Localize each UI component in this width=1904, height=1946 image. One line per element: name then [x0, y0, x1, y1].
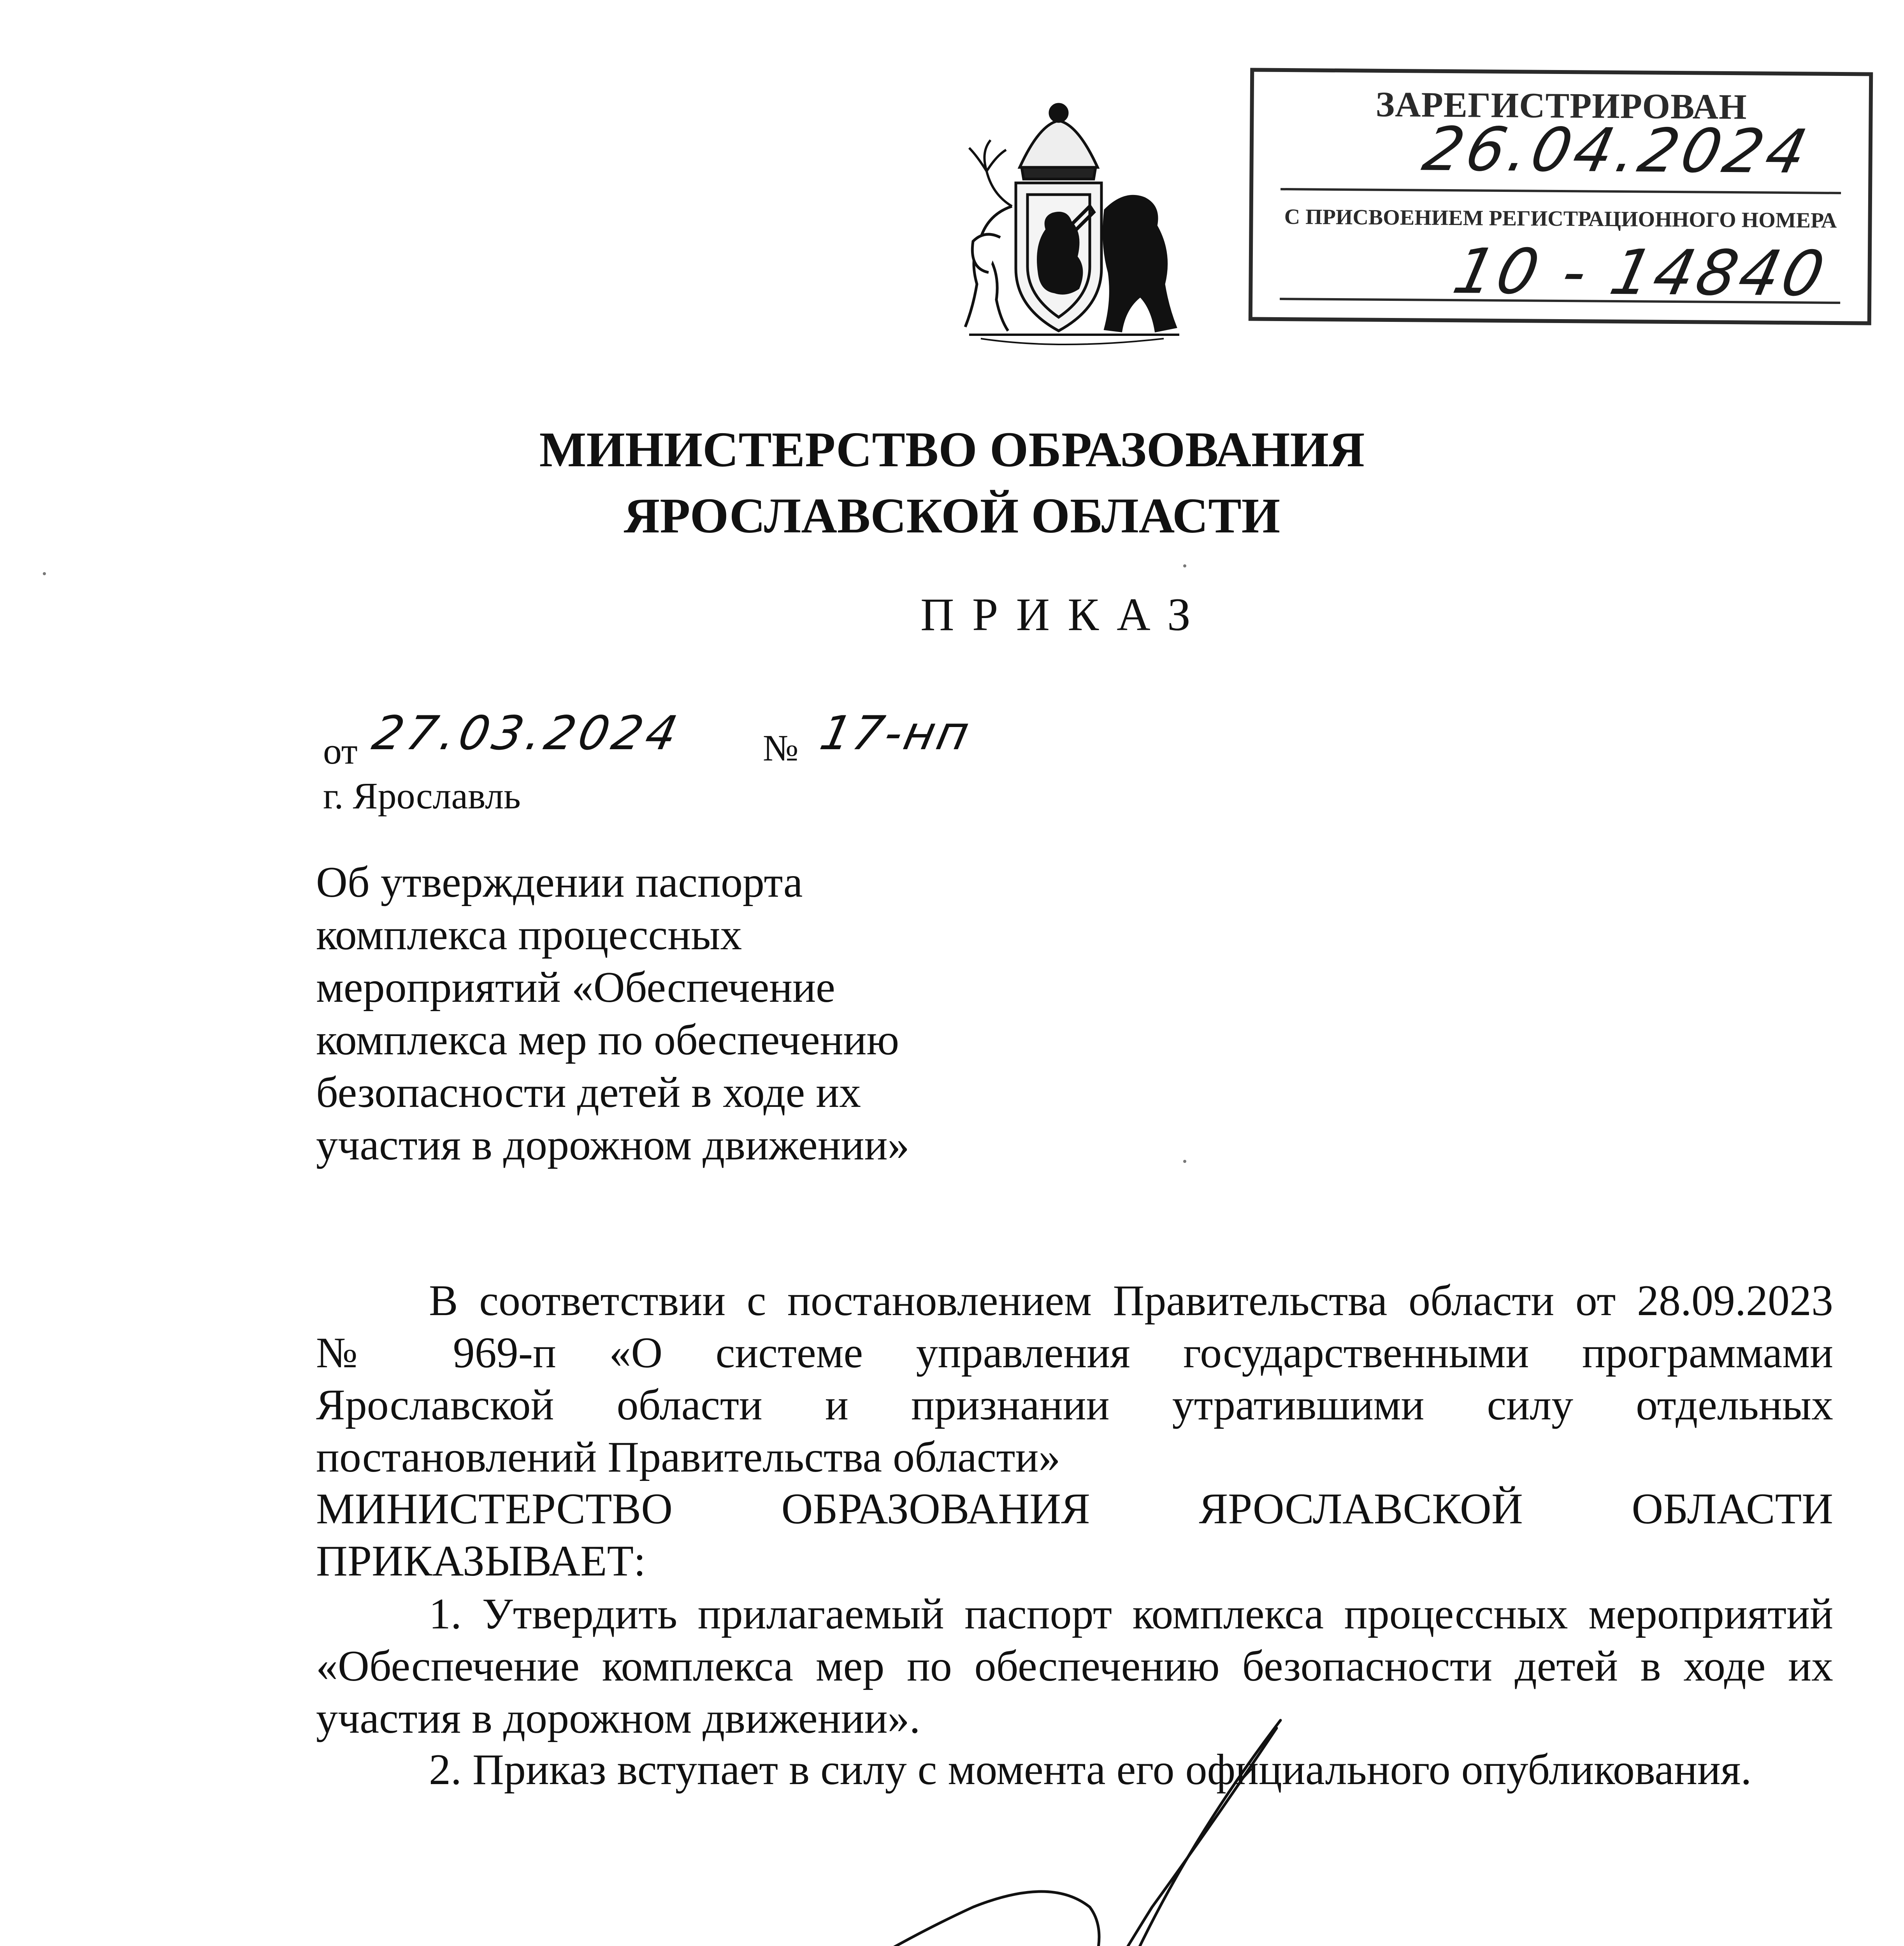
registration-stamp: [1249, 68, 1873, 325]
stamp-date-handwritten: 26.04.2024: [1417, 114, 1817, 187]
scan-speck: [1183, 564, 1186, 567]
handwritten-signature: [662, 1705, 1323, 1946]
city-label: г. Ярославль: [323, 775, 521, 817]
scan-speck: [1183, 1160, 1186, 1163]
preamble-paragraph: [316, 1275, 1833, 1483]
body-line: Ярославской области и признании утратившими силу отдельных: [316, 1381, 1833, 1429]
number-label: №: [763, 727, 799, 769]
organization-name-line1: МИНИСТЕРСТВО ОБРАЗОВАНИЯ: [539, 422, 1365, 477]
stamp-subtitle: С ПРИСВОЕНИЕМ РЕГИСТРАЦИОННОГО НОМЕРА: [1284, 205, 1837, 233]
organization-name-line2: ЯРОСЛАВСКОЙ ОБЛАСТИ: [624, 488, 1280, 543]
date-handwritten: 27.03.2024: [368, 706, 686, 760]
number-handwritten: 17-нп: [815, 706, 976, 760]
order-statement: [316, 1483, 1833, 1587]
subject-line: участия в дорожном движении»: [316, 1121, 910, 1169]
body-line: В соответствии с постановлением Правительства области от 28.09.2023: [429, 1277, 1833, 1325]
body-line: 1. Утвердить прилагаемый паспорт комплекса процессных мероприятий: [429, 1590, 1833, 1638]
body-line: № 969-п «О системе управления государственными программами: [316, 1329, 1833, 1377]
body-line: «Обеспечение комплекса мер по обеспечению безопасности детей в ходе их: [316, 1642, 1833, 1690]
document-type-title: ПРИКАЗ: [920, 588, 1208, 640]
stamp-title: ЗАРЕГИСТРИРОВАН: [1375, 84, 1747, 127]
subject-line: мероприятий «Обеспечение: [316, 963, 835, 1012]
subject-line: комплекса процессных: [316, 911, 742, 959]
stamp-reg-number-handwritten: 10 - 14840: [1447, 235, 1834, 310]
coat-of-arms-emblem: [922, 90, 1195, 354]
stamp-divider: [1280, 188, 1841, 194]
subject-line: безопасности детей в ходе их: [316, 1068, 861, 1117]
date-label: от: [323, 730, 358, 772]
subject-line: Об утверждении паспорта: [316, 858, 803, 906]
document-subject: [316, 856, 978, 1171]
body-line: ПРИКАЗЫВАЕТ:: [316, 1537, 646, 1585]
subject-line: комплекса мер по обеспечению: [316, 1016, 899, 1064]
body-line: 2. Приказ вступает в силу с момента его официального опубликования.: [429, 1746, 1752, 1794]
body-line: постановлений Правительства области»: [316, 1433, 1061, 1481]
body-line: МИНИСТЕРСТВО ОБРАЗОВАНИЯ ЯРОСЛАВСКОЙ ОБЛАСТИ: [316, 1485, 1833, 1533]
scan-speck: [43, 572, 46, 575]
body-line: участия в дорожном движении».: [316, 1694, 920, 1742]
